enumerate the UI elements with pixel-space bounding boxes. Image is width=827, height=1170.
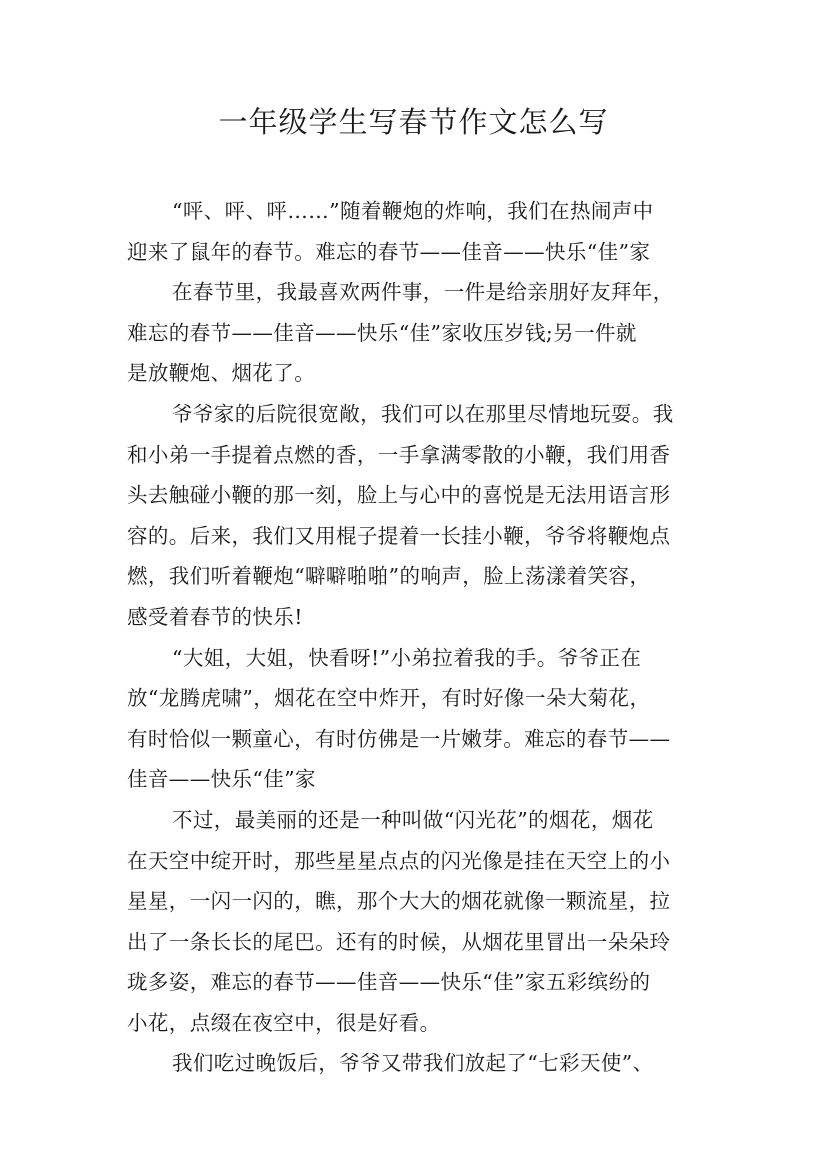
text-line: “大姐，大姐，快看呀!”小弟拉着我的手。爷爷正在 bbox=[172, 645, 642, 670]
text-line: 放“龙腾虎啸”，烟花在空中炸开，有时好像一朵大菊花， bbox=[127, 686, 651, 711]
text-line: “呯、呯、呯……”随着鞭炮的炸响，我们在热闹声中 bbox=[172, 199, 654, 223]
text-line: 珑多姿，难忘的春节——佳音——快乐“佳”家五彩缤纷的 bbox=[127, 970, 651, 995]
text-line: 感受着春节的快乐! bbox=[127, 604, 303, 629]
text-line: 和小弟一手提着点燃的香，一手拿满零散的小鞭，我们用香 bbox=[127, 442, 671, 467]
text-line: 在春节里，我最喜欢两件事，一件是给亲朋好友拜年， bbox=[172, 280, 674, 305]
document-title: 一年级学生写春节作文怎么写 bbox=[218, 105, 609, 139]
text-line: 爷爷家的后院很宽敞，我们可以在那里尽情地玩耍。我 bbox=[172, 401, 674, 426]
text-line: 在天空中绽开时，那些星星点点的闪光像是挂在天空上的小 bbox=[127, 848, 671, 873]
text-line: 佳音——快乐“佳”家 bbox=[127, 767, 316, 792]
text-line: 有时恰似一颗童心，有时仿佛是一片嫩芽。难忘的春节—— bbox=[127, 726, 671, 751]
text-line: 迎来了鼠年的春节。难忘的春节——佳音——快乐“佳”家 bbox=[127, 239, 651, 264]
text-line: 小花，点缀在夜空中，很是好看。 bbox=[127, 1010, 441, 1035]
text-line: 星星，一闪一闪的，瞧，那个大大的烟花就像一颗流星，拉 bbox=[127, 889, 671, 914]
text-line: 难忘的春节——佳音——快乐“佳”家收压岁钱;另一件就 bbox=[127, 320, 637, 345]
text-line: 燃，我们听着鞭炮“噼噼啪啪”的响声，脸上荡漾着笑容， bbox=[127, 564, 651, 589]
text-line: 是放鞭炮、烟花了。 bbox=[127, 361, 316, 386]
text-line: 我们吃过晚饭后，爷爷又带我们放起了“七彩天使”、 bbox=[172, 1051, 654, 1076]
text-line: 出了一条长长的尾巴。还有的时候，从烟花里冒出一朵朵玲 bbox=[127, 929, 671, 954]
document-body bbox=[127, 191, 707, 1084]
text-line: 头去触碰小鞭的那一刻，脸上与心中的喜悦是无法用语言形 bbox=[127, 483, 671, 508]
text-line: 容的。后来，我们又用棍子提着一长挂小鞭，爷爷将鞭炮点 bbox=[127, 523, 671, 548]
text-line: 不过，最美丽的还是一种叫做“闪光花”的烟花，烟花 bbox=[172, 807, 654, 832]
